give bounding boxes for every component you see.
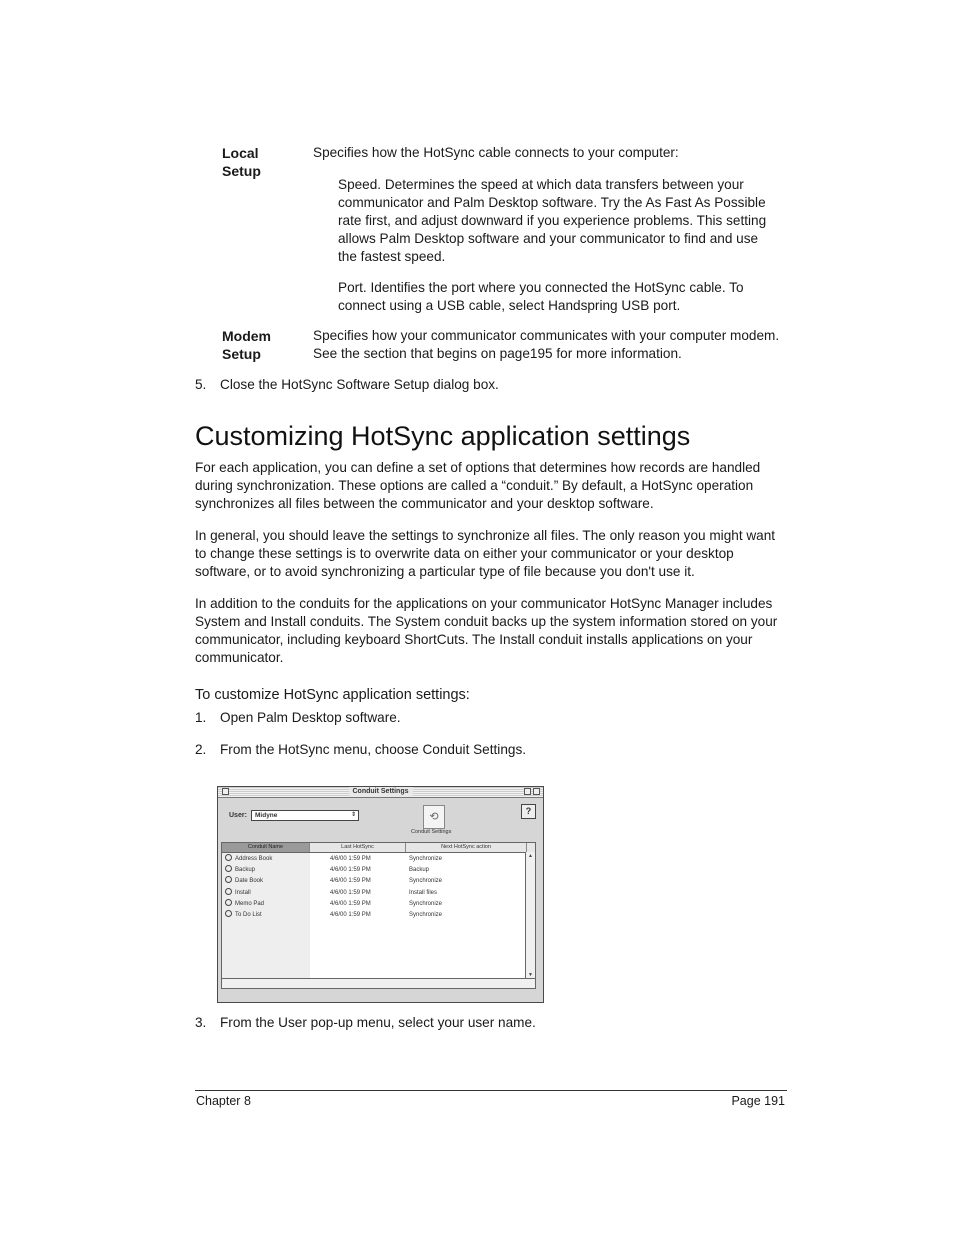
speed-description: Speed. Determines the speed at which data transfers between your communicator and Palm Desktop software. Try the As Fast As Possible rate first, and adjust downward if you experience problems. This setting allows Palm Desktop software and your communicator to find and use the fastest speed.: [338, 177, 767, 264]
vertical-scrollbar[interactable]: [525, 852, 535, 979]
paragraph-1: For each application, you can define a set of options that determines how records are handled during synchronization. These options are called a “conduit.” By default, a HotSync operation synchronizes all files between the communicator and your desktop software.: [195, 460, 761, 511]
conduit-icon: [225, 876, 232, 883]
help-button[interactable]: ?: [521, 804, 536, 819]
table-row[interactable]: Backup 4/6/00 1:59 PM Backup: [222, 865, 525, 876]
modem-setup-description: Specifies how your communicator communicates with your computer modem. See the section that begins on page195 for more information.: [313, 328, 780, 361]
close-box-icon[interactable]: [222, 788, 229, 795]
column-header-next-action[interactable]: Next HotSync action: [406, 843, 527, 852]
term-modem-setup: Modem Setup: [222, 328, 271, 362]
window-titlebar: [218, 787, 543, 798]
conduit-icon: [225, 899, 232, 906]
conduit-icon: [225, 910, 232, 917]
section-heading: Customizing HotSync application settings: [195, 421, 691, 451]
procedure-subheading: To customize HotSync application settings:: [195, 687, 470, 703]
step-2: 2. From the HotSync menu, choose Conduit Settings.: [195, 742, 527, 757]
table-row[interactable]: Memo Pad 4/6/00 1:59 PM Synchronize: [222, 899, 525, 910]
conduit-table: [221, 842, 536, 989]
conduit-icon: [225, 865, 232, 872]
paragraph-2: In general, you should leave the settings to synchronize all files. The only reason you might want to change these settings is to overwrite data on either your communicator or your desktop software, or to avoid synchronizing a particular type of file because you don't use it.: [195, 528, 776, 579]
column-header-conduit-name[interactable]: Conduit Name: [222, 843, 310, 852]
zoom-box-icon[interactable]: [524, 788, 531, 795]
footer-chapter: Chapter 8: [196, 1094, 251, 1108]
icon-caption: Conduit Settings: [411, 829, 452, 835]
local-setup-description: Specifies how the HotSync cable connects to your computer:: [313, 145, 679, 160]
user-popup-menu[interactable]: Midyne ⇕: [251, 810, 359, 821]
conduit-icon: [225, 854, 232, 861]
hotsync-icon: ⟲: [423, 805, 445, 829]
table-row[interactable]: Address Book 4/6/00 1:59 PM Synchronize: [222, 854, 525, 865]
term-local-setup: Local Setup: [222, 145, 261, 179]
port-description: Port. Identifies the port where you connected the HotSync cable. To connect using a USB cable, select Handspring USB port.: [338, 280, 744, 313]
conduit-icon: [225, 888, 232, 895]
step-1: 1. Open Palm Desktop software.: [195, 710, 401, 725]
horizontal-scrollbar[interactable]: [222, 978, 535, 988]
paragraph-3: In addition to the conduits for the applications on your communicator HotSync Manager includes System and Install conduits. The System conduit backs up the system information stored on your communicator, including keyboard ShortCuts. The Install conduit installs applications on your communicator.: [195, 596, 778, 665]
collapse-box-icon[interactable]: [533, 788, 540, 795]
window-title: Conduit Settings: [349, 787, 413, 797]
conduit-settings-window: [217, 786, 544, 1003]
scroll-up-arrow-icon[interactable]: ▲: [528, 853, 533, 859]
table-row[interactable]: Date Book 4/6/00 1:59 PM Synchronize: [222, 876, 525, 887]
column-header-last-hotsync[interactable]: Last HotSync: [310, 843, 406, 852]
table-row[interactable]: Install 4/6/00 1:59 PM Install files: [222, 888, 525, 899]
user-label: User:: [229, 812, 247, 819]
step-5: 5. Close the HotSync Software Setup dialog box.: [195, 377, 499, 392]
table-header: [222, 843, 535, 853]
scroll-down-arrow-icon[interactable]: ▼: [528, 972, 533, 978]
table-row[interactable]: To Do List 4/6/00 1:59 PM Synchronize: [222, 910, 525, 921]
footer-page-number: Page 191: [731, 1094, 785, 1108]
step-3: 3. From the User pop-up menu, select your user name.: [195, 1015, 536, 1030]
popup-arrows-icon: ⇕: [350, 812, 356, 818]
footer-rule: [195, 1090, 787, 1091]
table-rows: [222, 854, 525, 921]
